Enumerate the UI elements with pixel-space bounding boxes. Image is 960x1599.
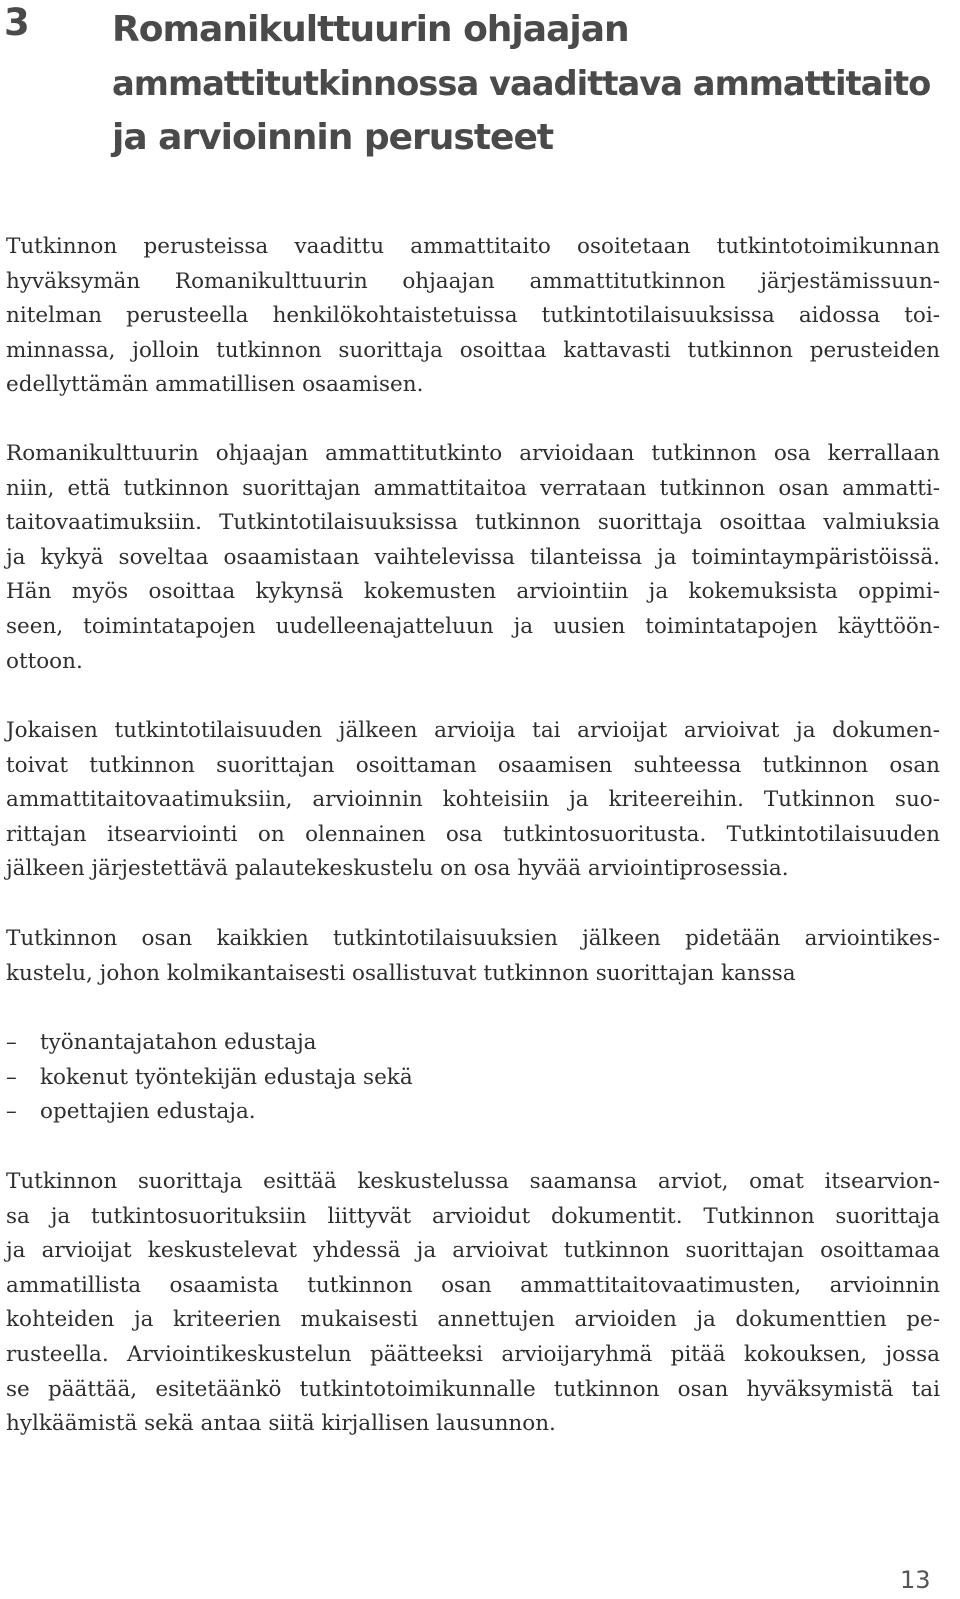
dash-bullet: – [6,1099,17,1125]
chapter-title-line: ammattitutkinnossa vaadittava ammattitaito [112,64,931,103]
list-item-text: työnantajatahon edustaja [40,1030,317,1055]
text-line: se päättää, esitetäänkö tutkintotoimikunnalle tutkinnon osan hyväksymistä tai [6,1376,940,1402]
text-line: toivat tutkinnon suorittajan osoittaman osaamisen suhteessa tutkinnon osan [6,752,940,778]
text-line: hyväksymän Romanikulttuurin ohjaajan ammattitutkinnon järjestämissuun- [6,268,940,294]
text-line: ja arvioijat keskustelevat yhdessä ja arvioivat tutkinnon suorittajan osoittamaa [6,1238,940,1264]
paragraph-2 [6,437,940,679]
chapter-number: 3 [4,1,29,44]
participant-list [6,1026,940,1130]
text-line: seen, toimintatapojen uudelleenajatteluun ja uusien toimintatapojen käyttöön- [6,613,940,639]
text-line: Tutkinnon osan kaikkien tutkintotilaisuuksien jälkeen pidetään arviointikes- [6,926,940,951]
text-line: ammatillista osaamista tutkinnon osan ammattitaitovaatimusten, arvioinnin [6,1272,940,1298]
text-line: hylkäämistä sekä antaa siitä kirjallisen lausunnon. [6,1411,556,1437]
text-line: niin, että tutkinnon suorittajan ammattitaitoa verrataan tutkinnon osan ammatti- [6,475,940,501]
paragraph-1 [6,230,940,403]
chapter-title [112,3,932,165]
chapter-title-line: Romanikulttuurin ohjaajan [112,9,629,50]
text-line: ammattitaitovaatimuksiin, arvioinnin kohteisiin ja kriteereihin. Tutkinnon suo- [6,787,940,813]
text-line: sa ja tutkintosuorituksiin liittyvät arvioidut dokumentit. Tutkinnon suorittaja [6,1203,940,1229]
list-item-text: opettajien edustaja. [40,1099,256,1125]
text-line: taitovaatimuksiin. Tutkintotilaisuuksissa tutkinnon suorittaja osoittaa valmiuksia [6,510,940,536]
text-line: ja kykyä soveltaa osaamistaan vaihtelevissa tilanteissa ja toimintaympäristöissä. [6,544,940,570]
list-item [6,1095,940,1130]
text-line: Tutkinnon perusteissa vaadittu ammattitaito osoitetaan tutkintotoimikunnan [6,234,940,259]
text-line: Tutkinnon suorittaja esittää keskustelussa saamansa arviot, omat itsearvion- [6,1169,940,1194]
text-line: ottoon. [6,648,83,674]
text-line: nitelman perusteella henkilökohtaistetuissa tutkintotilaisuuksissa aidossa toi- [6,303,940,329]
list-item-text: kokenut työntekijän edustaja sekä [40,1064,413,1090]
chapter-title-line: ja arvioinnin perusteet [112,117,554,158]
text-line: Jokaisen tutkintotilaisuuden jälkeen arvioija tai arvioijat arvioivat ja dokumen- [6,718,940,743]
paragraph-5 [6,1165,940,1442]
dash-bullet: – [6,1030,17,1055]
text-line: kustelu, johon kolmikantaisesti osallistuvat tutkinnon suorittajan kanssa [6,960,796,986]
paragraph-4 [6,922,940,991]
page-number: 13 [900,1566,931,1594]
text-line: rusteella. Arviointikeskustelun päätteeksi arvioijaryhmä pitää kokouksen, jossa [6,1341,940,1367]
text-line: minnassa, jolloin tutkinnon suorittaja osoittaa kattavasti tutkinnon perusteiden [6,337,940,363]
list-item [6,1061,940,1096]
text-line: jälkeen järjestettävä palautekeskustelu on osa hyvää arviointiprosessia. [6,856,789,882]
paragraph-3 [6,714,940,887]
text-line: edellyttämän ammatillisen osaamisen. [6,372,424,398]
list-item [6,1026,940,1061]
text-line: kohteiden ja kriteerien mukaisesti annettujen arvioiden ja dokumenttien pe- [6,1307,940,1333]
text-line: rittajan itsearviointi on olennainen osa tutkintosuoritusta. Tutkintotilaisuuden [6,821,940,847]
text-line: Romanikulttuurin ohjaajan ammattitutkinto arvioidaan tutkinnon osa kerrallaan [6,441,940,466]
dash-bullet: – [6,1064,17,1090]
text-line: Hän myös osoittaa kykynsä kokemusten arviointiin ja kokemuksista oppimi- [6,579,940,605]
